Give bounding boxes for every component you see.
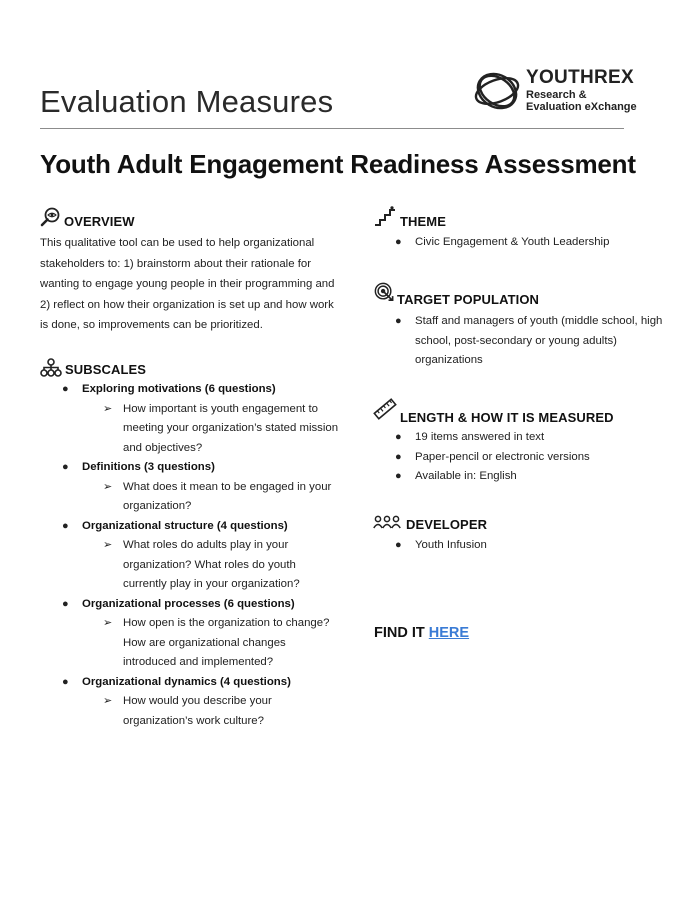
arrow-bullet-icon: ➢ — [103, 695, 113, 707]
subscales-list — [60, 380, 350, 731]
find-it-here-link[interactable]: HERE — [428, 625, 470, 641]
target-line: school, post-secondary or young adults) — [415, 334, 617, 347]
arrow-bullet-icon: ➢ — [103, 539, 113, 551]
list-item — [394, 467, 674, 487]
document-title: Youth Adult Engagement Readiness Assessment — [40, 149, 636, 179]
find-it-label: FIND IT — [374, 625, 425, 641]
length-item: Paper-pencil or electronic versions — [415, 450, 590, 463]
bullet-icon: ● — [62, 675, 69, 688]
overview-line: This qualitative tool can be used to help organizational — [40, 237, 315, 249]
target-icon — [373, 282, 395, 302]
detail-line: organization? What roles do youth — [123, 558, 296, 571]
bullet-icon: ● — [395, 470, 402, 482]
detail-line: currently play in your organization? — [123, 578, 300, 590]
length-item: Available in: English — [415, 470, 517, 482]
bullet-icon: ● — [395, 450, 402, 463]
list-item — [394, 233, 674, 253]
header-divider — [40, 128, 624, 129]
magnifier-eye-icon — [40, 207, 62, 227]
developer-list — [394, 536, 674, 556]
hierarchy-icon — [40, 358, 62, 378]
detail-line: How important is youth engagement to — [123, 402, 319, 415]
subscale-detail — [60, 692, 350, 731]
detail-line: organization’s work culture? — [123, 714, 264, 727]
list-item — [60, 517, 350, 537]
bullet-icon: ● — [395, 315, 402, 327]
subscale-detail — [60, 400, 350, 459]
detail-line: and objectives? — [123, 441, 203, 454]
subscale-detail — [60, 536, 350, 595]
stairs-icon — [374, 206, 396, 226]
logo-subtitle — [526, 89, 637, 113]
bullet-icon: ● — [62, 383, 69, 395]
list-item — [60, 595, 350, 615]
detail-line: introduced and implemented? — [123, 656, 274, 668]
length-list — [394, 428, 674, 487]
page-header-title: Evaluation Measures — [40, 84, 334, 119]
target-population-heading: TARGET POPULATION — [397, 292, 540, 307]
subscale-label: Definitions (3 questions) — [82, 461, 215, 473]
subscale-label: Organizational dynamics (4 questions) — [82, 675, 291, 688]
logo-subtitle-line-1: Research & — [526, 89, 587, 101]
target-line: organizations — [415, 354, 483, 366]
find-it — [374, 625, 469, 641]
arrow-bullet-icon: ➢ — [103, 480, 113, 493]
length-item: 19 items answered in text — [415, 431, 545, 443]
bullet-icon: ● — [62, 597, 69, 610]
overview-line: 2) reflect on how their organization is set up and how work — [40, 298, 334, 311]
bullet-icon: ● — [395, 539, 402, 551]
list-item — [60, 458, 350, 478]
theme-list — [394, 233, 674, 253]
bullet-icon: ● — [395, 236, 402, 248]
detail-line: organization? — [123, 500, 192, 512]
logo-name: YOUTHREX — [526, 67, 634, 88]
developer-heading: DEVELOPER — [406, 517, 488, 532]
subscale-detail — [60, 478, 350, 517]
subscale-label: Organizational structure (4 questions) — [82, 519, 288, 532]
bullet-icon: ● — [62, 519, 69, 532]
list-item — [60, 673, 350, 693]
overview-line: stakeholders to: 1) brainstorm about their rationale for — [40, 257, 311, 270]
arrow-bullet-icon: ➢ — [103, 402, 113, 415]
subscales-heading: SUBSCALES — [65, 362, 147, 377]
knot-logo-icon — [472, 66, 522, 116]
bullet-icon: ● — [62, 461, 69, 473]
list-item — [394, 428, 674, 448]
theme-heading: THEME — [400, 214, 446, 229]
target-line: Staff and managers of youth (middle school, high — [415, 315, 663, 327]
detail-line: meeting your organization’s stated mission — [123, 422, 339, 434]
detail-line: What roles do adults play in your — [123, 539, 289, 551]
list-item — [394, 536, 674, 556]
people-icon — [373, 515, 401, 529]
target-population-list — [394, 312, 684, 371]
detail-line: How would you describe your — [123, 695, 272, 707]
subscale-detail — [60, 614, 350, 673]
developer-item: Youth Infusion — [415, 539, 487, 551]
logo-subtitle-line-2: Evaluation eXchange — [526, 101, 637, 113]
arrow-bullet-icon: ➢ — [103, 617, 113, 629]
list-item — [60, 380, 350, 400]
subscale-label: Exploring motivations (6 questions) — [82, 383, 276, 395]
bullet-icon: ● — [395, 431, 402, 443]
overview-line: wanting to engage young people in their programming and — [40, 278, 335, 290]
list-item — [394, 312, 684, 371]
subscale-label: Organizational processes (6 questions) — [82, 597, 295, 610]
overview-paragraph — [40, 233, 340, 336]
overview-heading: OVERVIEW — [64, 214, 135, 229]
overview-line: is done, so improvements can be prioritized. — [40, 319, 263, 331]
theme-item: Civic Engagement & Youth Leadership — [415, 236, 610, 248]
detail-line: How open is the organization to change? — [123, 617, 330, 629]
length-heading: LENGTH & HOW IT IS MEASURED — [400, 410, 614, 425]
list-item — [394, 448, 674, 468]
ruler-icon — [373, 398, 397, 420]
detail-line: What does it mean to be engaged in your — [123, 480, 332, 493]
detail-line: How are organizational changes — [123, 636, 286, 649]
